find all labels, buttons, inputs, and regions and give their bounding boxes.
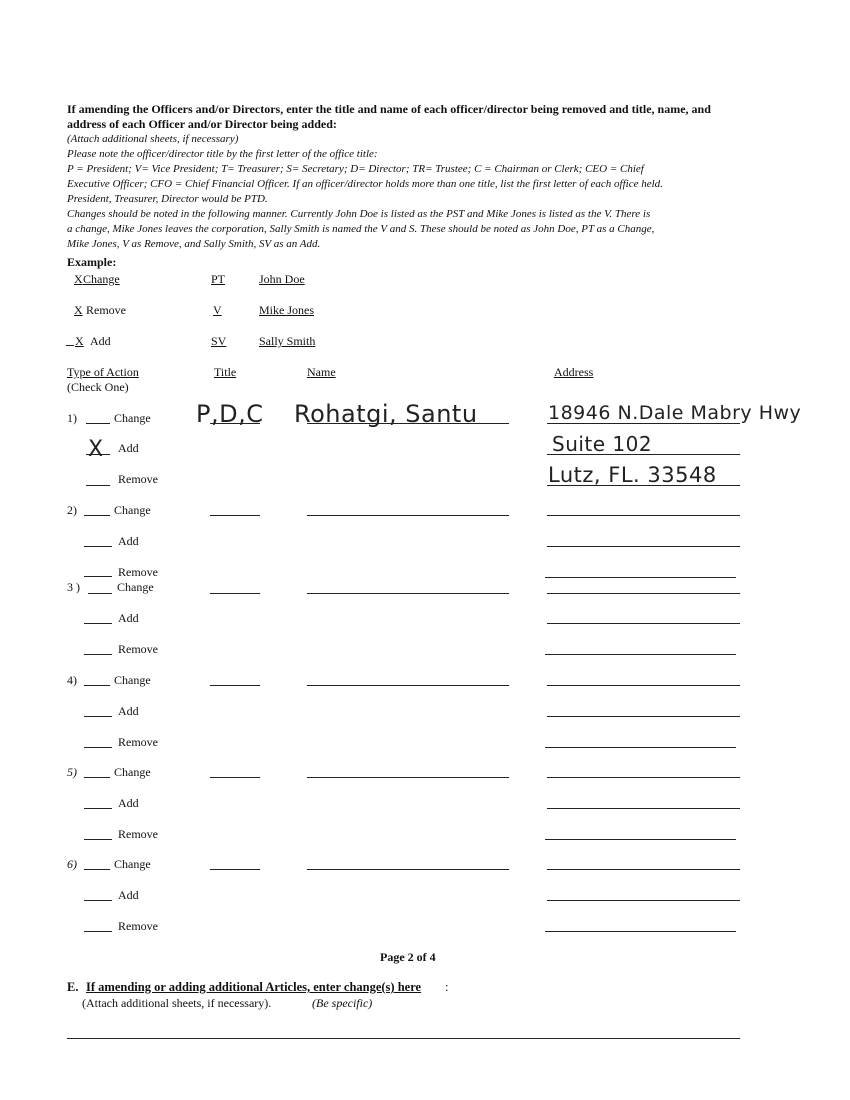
entry-1-address-line3[interactable] (547, 485, 740, 486)
entry-4-number: 4) (67, 673, 77, 687)
section-e-letter: E. (67, 980, 79, 994)
example-add-action: Add (90, 334, 111, 348)
entry-2-add-label: Add (118, 534, 139, 548)
entry-1-address-line-2: Suite 102 (552, 432, 653, 456)
entry-4-address-line2[interactable] (547, 716, 740, 717)
entry-6-address-line2[interactable] (547, 900, 740, 901)
entry-5-address-line2[interactable] (547, 808, 740, 809)
section-e-colon: : (445, 980, 449, 994)
entry-2-address-line3[interactable] (545, 577, 736, 578)
entry-5-number: 5) (67, 765, 77, 779)
note-line-2: P = President; V= Vice President; T= Treasurer; S= Secretary; D= Director; TR= Trustee; C = Chairman or Clerk; CEO = Chief (67, 163, 644, 175)
entry-1-add-label: Add (118, 441, 139, 455)
entry-5-add-blank[interactable] (84, 808, 112, 809)
entry-2-title-line[interactable] (210, 515, 260, 516)
entry-5-change-blank[interactable] (84, 777, 110, 778)
entry-2-remove-label: Remove (118, 565, 158, 579)
entry-3-add-label: Add (118, 611, 139, 625)
example-remove-action: Remove (86, 303, 126, 317)
example-change-name: John Doe (259, 272, 305, 286)
entry-3-address-line1[interactable] (547, 593, 740, 594)
entry-1-title: P,D,C (196, 400, 264, 428)
example-add-name: Sally Smith (259, 334, 316, 348)
entry-5-add-label: Add (118, 796, 139, 810)
entry-5-name-line[interactable] (307, 777, 509, 778)
example-change-mark: X (74, 272, 83, 286)
entry-3-add-blank[interactable] (84, 623, 112, 624)
entry-6-change-blank[interactable] (84, 869, 110, 870)
entry-2-change-label: Change (114, 503, 151, 517)
entry-1-name: Rohatgi, Santu (294, 400, 478, 428)
entry-1-address-line1[interactable] (547, 423, 740, 424)
entry-1-change-label: Change (114, 411, 151, 425)
note-line-6: a change, Mike Jones leaves the corporation, Sally Smith is named the V and S. These should be noted as John Doe, PT as a Change, (67, 223, 655, 235)
attach-note: (Attach additional sheets, if necessary) (67, 133, 239, 145)
instructions-heading-line1: If amending the Officers and/or Directors, enter the title and name of each officer/director being removed and title, name, and (67, 102, 711, 116)
entry-3-change-blank[interactable] (88, 593, 112, 594)
entry-3-name-line[interactable] (307, 593, 509, 594)
entry-3-title-line[interactable] (210, 593, 260, 594)
entry-4-name-line[interactable] (307, 685, 509, 686)
entry-1-address-line-3: Lutz, FL. 33548 (548, 463, 717, 487)
note-line-7: Mike Jones, V as Remove, and Sally Smith, SV as an Add. (67, 238, 321, 250)
entry-1-add-mark: X (88, 437, 104, 462)
section-e-change-line[interactable] (67, 1038, 740, 1039)
note-line-4: President, Treasurer, Director would be PTD. (67, 193, 268, 205)
example-remove-mark: X (74, 303, 83, 317)
entry-5-remove-label: Remove (118, 827, 158, 841)
entry-6-address-line1[interactable] (547, 869, 740, 870)
entry-4-add-blank[interactable] (84, 716, 112, 717)
col-name: Name (307, 365, 336, 379)
entry-3-number: 3 ) (67, 580, 80, 594)
section-e-title: If amending or adding additional Articles, enter change(s) here (86, 980, 422, 994)
example-add-title: SV (211, 334, 227, 348)
section-e-specific: (Be specific) (312, 996, 373, 1010)
instructions-heading-line2: address of each Officer and/or Director being added: (67, 117, 337, 131)
entry-1-remove-blank[interactable] (86, 485, 110, 486)
example-label: Example: (67, 255, 117, 269)
entry-4-address-line3[interactable] (545, 747, 736, 748)
col-title: Title (214, 365, 237, 379)
entry-3-address-line3[interactable] (545, 654, 736, 655)
entry-5-remove-blank[interactable] (84, 839, 112, 840)
entry-1-address-line2[interactable] (547, 454, 740, 455)
entry-2-remove-blank[interactable] (84, 576, 112, 577)
entry-6-remove-label: Remove (118, 919, 158, 933)
entry-6-add-label: Add (118, 888, 139, 902)
entry-1-title-line[interactable] (210, 423, 260, 424)
entry-5-address-line1[interactable] (547, 777, 740, 778)
entry-2-address-line1[interactable] (547, 515, 740, 516)
note-line-5: Changes should be noted in the following manner. Currently John Doe is listed as the PST and Mike Jones is listed as the V. There is (67, 208, 651, 220)
section-e-attach-text: (Attach additional sheets, if necessary). (82, 996, 272, 1010)
entry-6-number: 6) (67, 857, 77, 871)
example-remove-name: Mike Jones (259, 303, 314, 317)
example-remove-title: V (213, 303, 222, 317)
entry-5-title-line[interactable] (210, 777, 260, 778)
entry-2-number: 2) (67, 503, 77, 517)
example-add-blank (66, 334, 74, 346)
entry-6-add-blank[interactable] (84, 900, 112, 901)
entry-4-add-label: Add (118, 704, 139, 718)
entry-6-title-line[interactable] (210, 869, 260, 870)
entry-4-remove-label: Remove (118, 735, 158, 749)
note-line-1: Please note the officer/director title by the first letter of the office title: (67, 148, 378, 160)
example-change-action: Change (83, 272, 120, 286)
entry-4-title-line[interactable] (210, 685, 260, 686)
col-type-of-action: Type of Action (67, 365, 139, 379)
entry-6-address-line3[interactable] (545, 931, 736, 932)
entry-1-address-line-1: 18946 N.Dale Mabry Hwy (548, 402, 802, 424)
note-line-3: Executive Officer; CFO = Chief Financial Officer. If an officer/director holds more than one title, list the first letter of each office held. (67, 178, 663, 190)
section-e-attach (82, 996, 271, 1011)
entry-6-remove-blank[interactable] (84, 931, 112, 932)
entry-6-name-line[interactable] (307, 869, 509, 870)
entry-2-add-blank[interactable] (84, 546, 112, 547)
entry-2-name-line[interactable] (307, 515, 509, 516)
entry-1-change-blank[interactable] (86, 423, 110, 424)
entry-4-change-blank[interactable] (84, 685, 110, 686)
entry-2-address-line2[interactable] (547, 546, 740, 547)
entry-1-name-line[interactable] (307, 423, 509, 424)
entry-4-remove-blank[interactable] (84, 747, 112, 748)
entry-1-remove-label: Remove (118, 472, 158, 486)
entry-2-change-blank[interactable] (84, 515, 110, 516)
entry-3-remove-blank[interactable] (84, 654, 112, 655)
entry-5-address-line3[interactable] (545, 839, 736, 840)
entry-3-remove-label: Remove (118, 642, 158, 656)
entry-3-change-label: Change (117, 580, 154, 594)
entry-5-change-label: Change (114, 765, 151, 779)
example-add-mark: X (75, 334, 84, 348)
col-check-one: (Check One) (67, 380, 129, 394)
entry-3-address-line2[interactable] (547, 623, 740, 624)
entry-4-address-line1[interactable] (547, 685, 740, 686)
col-address: Address (554, 365, 594, 379)
entry-4-change-label: Change (114, 673, 151, 687)
page-number: Page 2 of 4 (380, 950, 436, 964)
entry-1-number: 1) (67, 411, 77, 425)
entry-6-change-label: Change (114, 857, 151, 871)
example-change-title: PT (211, 272, 226, 286)
